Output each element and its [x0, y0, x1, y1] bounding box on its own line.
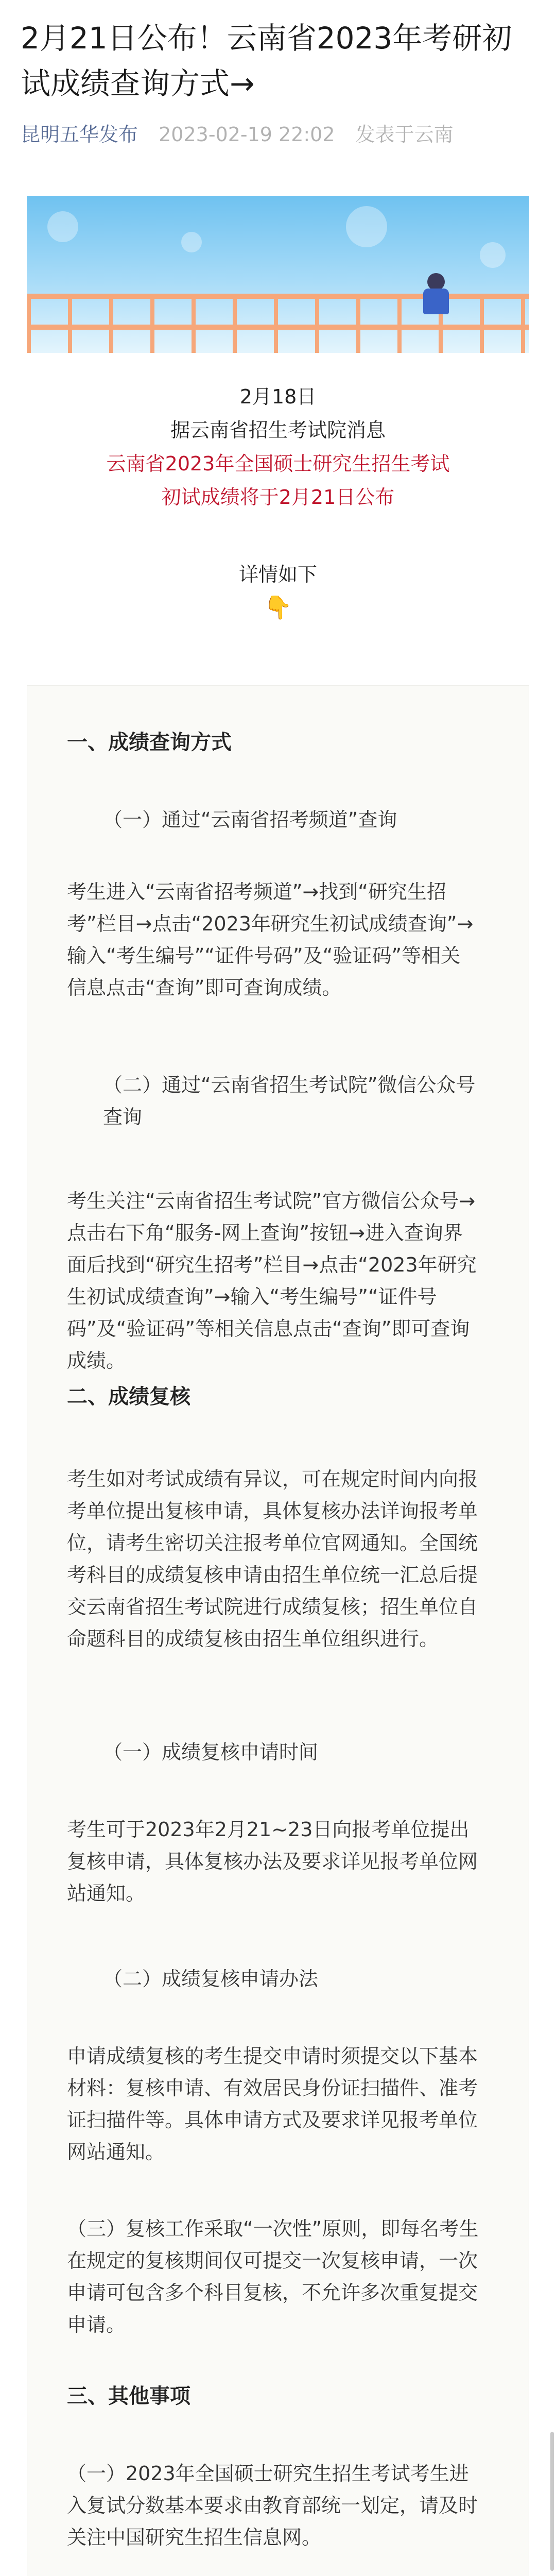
- section-2-sub1-body: 考生可于2023年2月21~23日向报考单位提出复核申请，具体复核办法及要求详见报考单位网站通知。: [67, 1818, 478, 1905]
- pointing-down-emoji: 👇: [264, 595, 292, 621]
- section-1-sub1-heading: （一）通过“云南省招考频道”查询: [103, 808, 397, 831]
- header-banner-image: [27, 196, 529, 353]
- section-2-sub3-body: （三）复核工作采取“一次性”原则，即每名考生在规定的复核期间仅可提交一次复核申请，一次申请可包含多个科目复核，不允许多次重复提交申请。: [67, 2217, 479, 2336]
- article-title: 2月21日公布！云南省2023年考研初试成绩查询方式→: [21, 21, 512, 101]
- child-figure-illustration: [418, 273, 454, 319]
- section-2-body: 考生如对考试成绩有异议，可在规定时间内向报考单位提出复核申请，具体复核办法详询报考单位，请考生密切关注报考单位官网通知。全国统考科目的成绩复核申请由招生单位统一汇总后提交云南省招生考试院进行成绩复核；招生单位自命题科目的成绩复核由招生单位组织进行。: [67, 1468, 478, 1650]
- publish-date: 2023-02-19 22:02: [159, 123, 335, 146]
- intro-date: 2月18日: [239, 385, 317, 408]
- section-2-sub2-body: 申请成绩复核的考生提交申请时须提交以下基本材料：复核申请、有效居民身份证扫描件、准考证扫描件等。具体申请方式及要求详见报考单位网站通知。: [67, 2045, 478, 2163]
- section-1-heading: 一、成绩查询方式: [67, 731, 232, 754]
- section-1-sub2-body: 考生关注“云南省招生考试院”官方微信公众号→点击右下角“服务-网上查询”按钮→进入查询界面后找到“研究生招考”栏目→点击“2023年研究生初试成绩查询”→输入“考生编号”“证件号码”及“验证码”等相关信息点击“查询”即可查询成绩。: [67, 1190, 477, 1372]
- section-2-heading: 二、成绩复核: [67, 1385, 190, 1409]
- intro-highlight-2: 初试成绩将于2月21日公布: [161, 486, 395, 509]
- section-3-item-1: （一）2023年全国硕士研究生招生考试考生进入复试分数基本要求由教育部统一划定，请及时关注中国研究生招生信息网。: [67, 2462, 478, 2549]
- author-link[interactable]: 昆明五华发布: [21, 123, 138, 146]
- section-2-sub2-heading: （二）成绩复核申请办法: [103, 1968, 319, 1990]
- intro-highlight-1: 云南省2023年全国硕士研究生招生考试: [106, 452, 450, 475]
- publish-location: 发表于云南: [355, 123, 454, 146]
- article-meta: [21, 121, 454, 148]
- section-3-heading: 三、其他事项: [67, 2384, 190, 2408]
- intro-source: 据云南省招生考试院消息: [170, 419, 386, 442]
- section-2-sub1-heading: （一）成绩复核申请时间: [103, 1741, 319, 1764]
- scrollbar[interactable]: [550, 2432, 554, 2571]
- section-1-sub2-heading: （二）通过“云南省招生考试院”微信公众号查询: [103, 1074, 476, 1128]
- section-1-sub1-body: 考生进入“云南省招考频道”→找到“研究生招考”栏目→点击“2023年研究生初试成绩查询”→输入“考生编号”“证件号码”及“验证码”等相关信息点击“查询”即可查询成绩。: [67, 880, 474, 999]
- intro-details: 详情如下: [238, 563, 317, 586]
